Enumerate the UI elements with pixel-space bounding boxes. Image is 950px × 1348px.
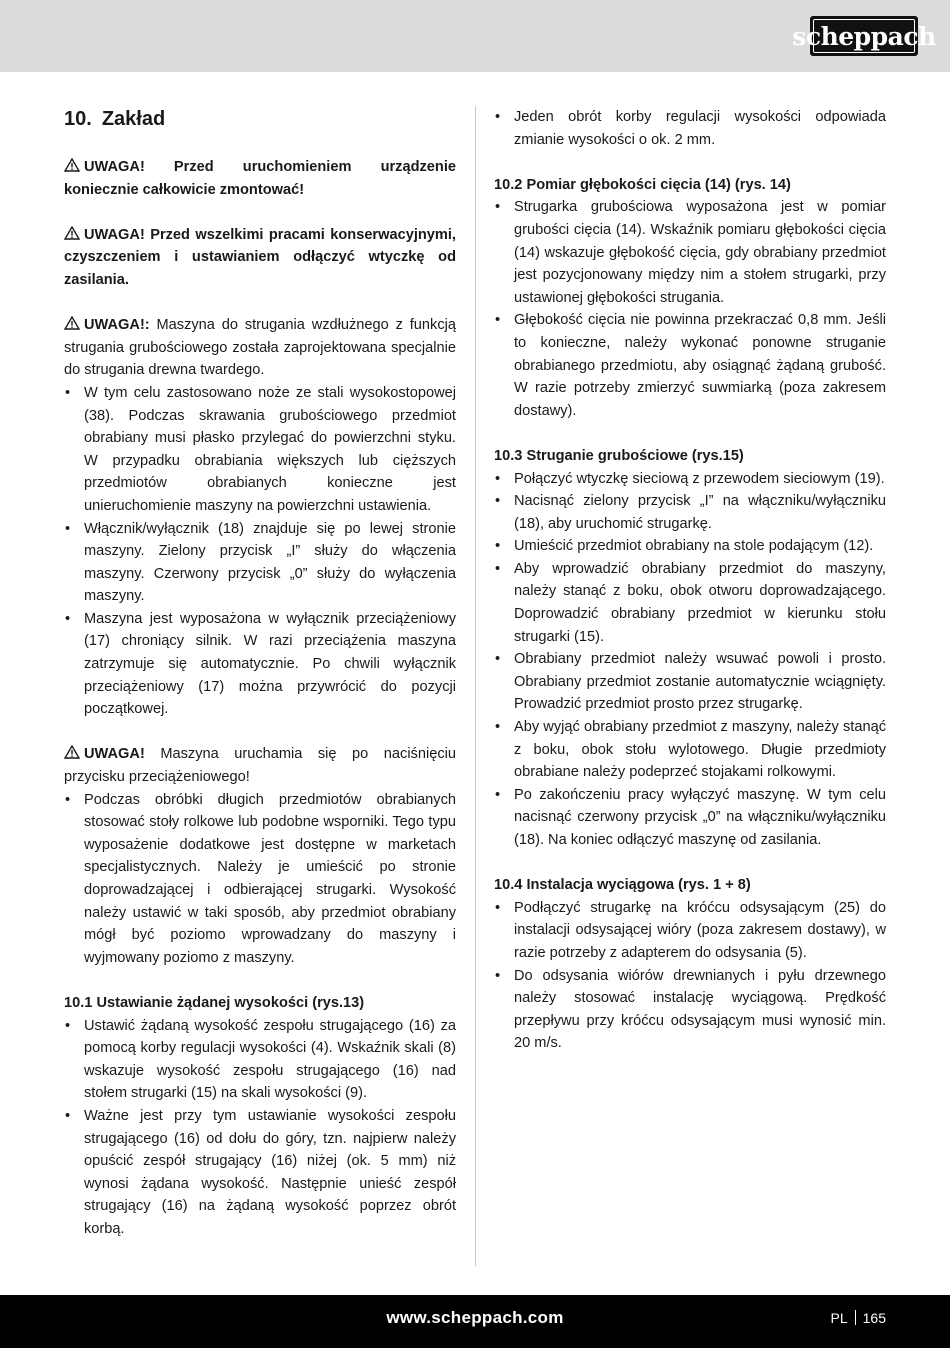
section-title-text: Zakład xyxy=(101,108,166,130)
warning-text: Maszyna uruchamia się po naciśnięciu przycisku przeciążeniowego! xyxy=(64,746,456,786)
bullet-list xyxy=(64,1015,456,1241)
warning-label: UWAGA! xyxy=(84,226,145,243)
warning-label: UWAGA! xyxy=(84,159,145,175)
list-item: • Nacisnąć zielony przycisk „I” na włączniku/wyłączniku (18), aby uruchomić strugarkę. xyxy=(494,490,886,535)
subsection-title: 10.2 Pomiar głębokości cięcia (14) (rys. 14) xyxy=(494,176,791,193)
list-item: • Podłączyć strugarkę na króćcu odsysającym (25) do instalacji odsysającej wióry (poza zakresem dostawy), w razie potrzeby z adapterem do odsysania (5). xyxy=(494,897,886,965)
warning-paragraph xyxy=(64,743,456,788)
footer-bar xyxy=(0,1295,950,1348)
warning-paragraph xyxy=(64,156,456,201)
bullet-list xyxy=(494,897,886,1055)
list-item: • Umieścić przedmiot obrabiany na stole podającym (12). xyxy=(494,535,886,558)
subsection-title: 10.4 Instalacja wyciągowa (rys. 1 + 8) xyxy=(494,877,751,894)
warning-label: UWAGA!: xyxy=(84,317,150,334)
column-divider xyxy=(475,106,476,1266)
list-item: • Podczas obróbki długich przedmiotów obrabianych stosować stoły rolkowe lub podobne wsporniki. Tego typu wyposażenie dodatkowe jest dostępne w marketach specjalistycznych. Należy je umieścić po stronie doprowadzającej i odbierającej strugarki. Wysokość należy ustawić w taki sposób, aby przedmiot obrabiany mógł być poziomo wprowadzany do maszyny i wyjmowany poziomo z maszyny. xyxy=(64,789,456,970)
warning-text: Przed wszelkimi pracami konserwacyjnymi, czyszczeniem i ustawianiem odłączyć wtyczkę od zasilania. xyxy=(64,226,456,288)
warning-paragraph xyxy=(64,224,456,292)
list-item: • Jeden obrót korby regulacji wysokości odpowiada zmianie wysokości o ok. 2 mm. xyxy=(494,106,886,151)
left-column xyxy=(64,106,456,1241)
list-item: • W tym celu zastosowano noże ze stali wysokostopowej (38). Podczas skrawania grubościowego przedmiot obrabiany musi płasko przylegać do powierzchni styku. W przypadku obrabiania większych lub cięższych przedmiotów obrabianych konieczne jest unieruchomienie maszyny na powierzchni ustawienia. xyxy=(64,382,456,518)
warning-triangle-icon xyxy=(64,316,80,330)
list-item: • Ustawić żądaną wysokość zespołu strugającego (16) za pomocą korby regulacji wysokości (4). Wskaźnik skali (8) wskazuje wysokość zespołu strugającego (16) nad stołem strugarki (15) na skali wysokości (9). xyxy=(64,1015,456,1105)
list-item: • Ważne jest przy tym ustawianie wysokości zespołu strugającego (16) od dołu do góry, tzn. najpierw należy opuścić zespół strugający (16) niżej (ok. 5 mm) niż wynosi żądana wysokość. Następnie unieść zespół strugający (16) na żądaną wysokość poprzez obrót korbą. xyxy=(64,1105,456,1241)
warning-label: UWAGA! xyxy=(84,746,145,763)
warning-text: Maszyna do strugania wzdłużnego z funkcją strugania grubościowego została zaprojektowana specjalnie do strugania drewna twardego. xyxy=(64,317,456,379)
right-column xyxy=(494,106,886,1055)
bullet-list xyxy=(64,789,456,970)
language-code: PL xyxy=(830,1310,848,1326)
warning-triangle-icon xyxy=(64,226,80,240)
bullet-list xyxy=(494,106,886,151)
list-item: • Obrabiany przedmiot należy wsuwać powoli i prosto. Obrabiany przedmiot zostanie automatycznie wciągnięty. Prowadzić przedmiot prosto przez strugarkę. xyxy=(494,648,886,716)
bullet-list xyxy=(64,382,456,721)
warning-paragraph xyxy=(64,314,456,382)
warning-triangle-icon xyxy=(64,158,80,172)
list-item: • Włącznik/wyłącznik (18) znajduje się po lewej stronie maszyny. Zielony przycisk „I” służy do włączenia maszyny. Czerwony przycisk „0” służy do wyłączenia maszyny. xyxy=(64,518,456,608)
bullet-list xyxy=(494,196,886,422)
warning-text: Przed uruchomieniem urządzenie koniecznie całkowicie zmontować! xyxy=(64,159,456,198)
list-item: • Aby wyjąć obrabiany przedmiot z maszyny, należy stanąć z boku, obok stołu wylotowego. Długie przedmioty obrabiane należy podeprzeć stojakami rolkowymi. xyxy=(494,716,886,784)
brand-logo: scheppach xyxy=(810,16,918,56)
list-item: • Do odsysania wiórów drewnianych i pyłu drzewnego należy stosować instalację wyciągową. Prędkość przepływu przy króćcu odsysającym musi wynosić min. 20 m/s. xyxy=(494,965,886,1055)
footer-separator xyxy=(855,1310,856,1325)
subsection-title: 10.3 Struganie grubościowe (rys.15) xyxy=(494,447,744,464)
section-title xyxy=(64,106,456,132)
list-item: • Maszyna jest wyposażona w wyłącznik przeciążeniowy (17) chroniący silnik. W razi przeciążenia maszyna zatrzymuje się automatycznie. Po chwili wyłącznik przeciążeniowy (17) można przywrócić do pozycji początkowej. xyxy=(64,608,456,721)
list-item: • Aby wprowadzić obrabiany przedmiot do maszyny, należy stanąć z boku, obok otworu doprowadzającego. Doprowadzić obrabiany przedmiot w kierunku stołu strugarki (15). xyxy=(494,558,886,648)
list-item: • Głębokość cięcia nie powinna przekraczać 0,8 mm. Jeśli to konieczne, należy wykonać ponowne struganie obrabianego przedmiotu, aby osiągnąć żądaną grubość. W razie potrzeby zmierzyć suwmiarką (poza zakresem dostawy). xyxy=(494,309,886,422)
footer-website-link[interactable]: www.scheppach.com xyxy=(386,1308,564,1327)
page-number: 165 xyxy=(862,1310,886,1326)
list-item: • Po zakończeniu pracy wyłączyć maszynę. W tym celu nacisnąć czerwony przycisk „0” na włączniku/wyłączniku (18). Na koniec odłączyć maszynę od zasilania. xyxy=(494,784,886,852)
page-indicator xyxy=(831,1310,886,1326)
warning-triangle-icon xyxy=(64,745,80,759)
list-item: • Strugarka grubościowa wyposażona jest w pomiar grubości cięcia (14). Wskaźnik pomiaru głębokości cięcia (14) wskazuje głębokość cięcia, gdy obrabiany przedmiot jest pozycjonowany między nim a stołem strugarki, przy ustawionej głębokości strugania. xyxy=(494,196,886,309)
list-item: • Połączyć wtyczkę sieciową z przewodem sieciowym (19). xyxy=(494,468,886,491)
section-number: 10. xyxy=(64,108,92,130)
bullet-list xyxy=(494,468,886,852)
subsection-title: 10.1 Ustawianie żądanej wysokości (rys.13) xyxy=(64,994,365,1011)
